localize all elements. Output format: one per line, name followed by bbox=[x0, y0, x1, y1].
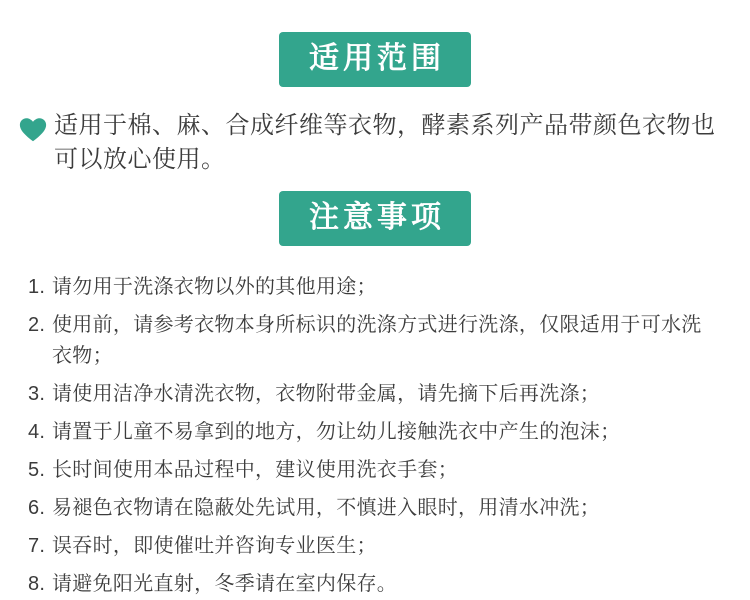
heart-icon bbox=[18, 115, 48, 145]
list-item-text: 易褪色衣物请在隐蔽处先试用，不慎进入眼时，用清水冲洗； bbox=[52, 497, 601, 520]
list-item-number: 7. bbox=[28, 535, 46, 558]
section-heading-notice: 注意事项 bbox=[279, 191, 471, 246]
list-item bbox=[28, 310, 720, 372]
list-item bbox=[28, 569, 720, 600]
section-heading-scope: 适用范围 bbox=[279, 32, 471, 87]
list-item bbox=[28, 531, 720, 562]
list-item-number: 5. bbox=[28, 459, 46, 482]
list-item-text: 请勿用于洗涤衣物以外的其他用途； bbox=[52, 276, 377, 299]
list-item bbox=[28, 272, 720, 303]
list-item bbox=[28, 455, 720, 486]
notice-list bbox=[0, 272, 750, 600]
list-item-number: 1. bbox=[28, 276, 46, 299]
list-item-text: 使用前，请参考衣物本身所标识的洗涤方式进行洗涤，仅限适用于可水洗衣物； bbox=[52, 314, 702, 368]
list-item bbox=[28, 417, 720, 448]
scope-text: 适用于棉、麻、合成纤维等衣物，酵素系列产品带颜色衣物也可以放心使用。 bbox=[54, 112, 716, 174]
list-item-text: 请避免阳光直射，冬季请在室内保存。 bbox=[52, 573, 398, 596]
list-item bbox=[28, 493, 720, 524]
list-item-text: 请置于儿童不易拿到的地方，勿让幼儿接触洗衣中产生的泡沫； bbox=[52, 421, 621, 444]
list-item-number: 3. bbox=[28, 383, 46, 406]
list-item-number: 2. bbox=[28, 314, 46, 337]
list-item-number: 4. bbox=[28, 421, 46, 444]
list-item bbox=[28, 379, 720, 410]
list-item-text: 请使用洁净水清洗衣物，衣物附带金属，请先摘下后再洗涤； bbox=[52, 383, 601, 406]
list-item-number: 6. bbox=[28, 497, 46, 520]
list-item-text: 误吞时，即使催吐并咨询专业医生； bbox=[52, 535, 377, 558]
list-item-number: 8. bbox=[28, 573, 46, 596]
scope-heading-wrap bbox=[0, 0, 750, 87]
list-item-text: 长时间使用本品过程中，建议使用洗衣手套； bbox=[52, 459, 458, 482]
notice-heading-wrap bbox=[0, 177, 750, 246]
scope-body bbox=[0, 87, 750, 177]
